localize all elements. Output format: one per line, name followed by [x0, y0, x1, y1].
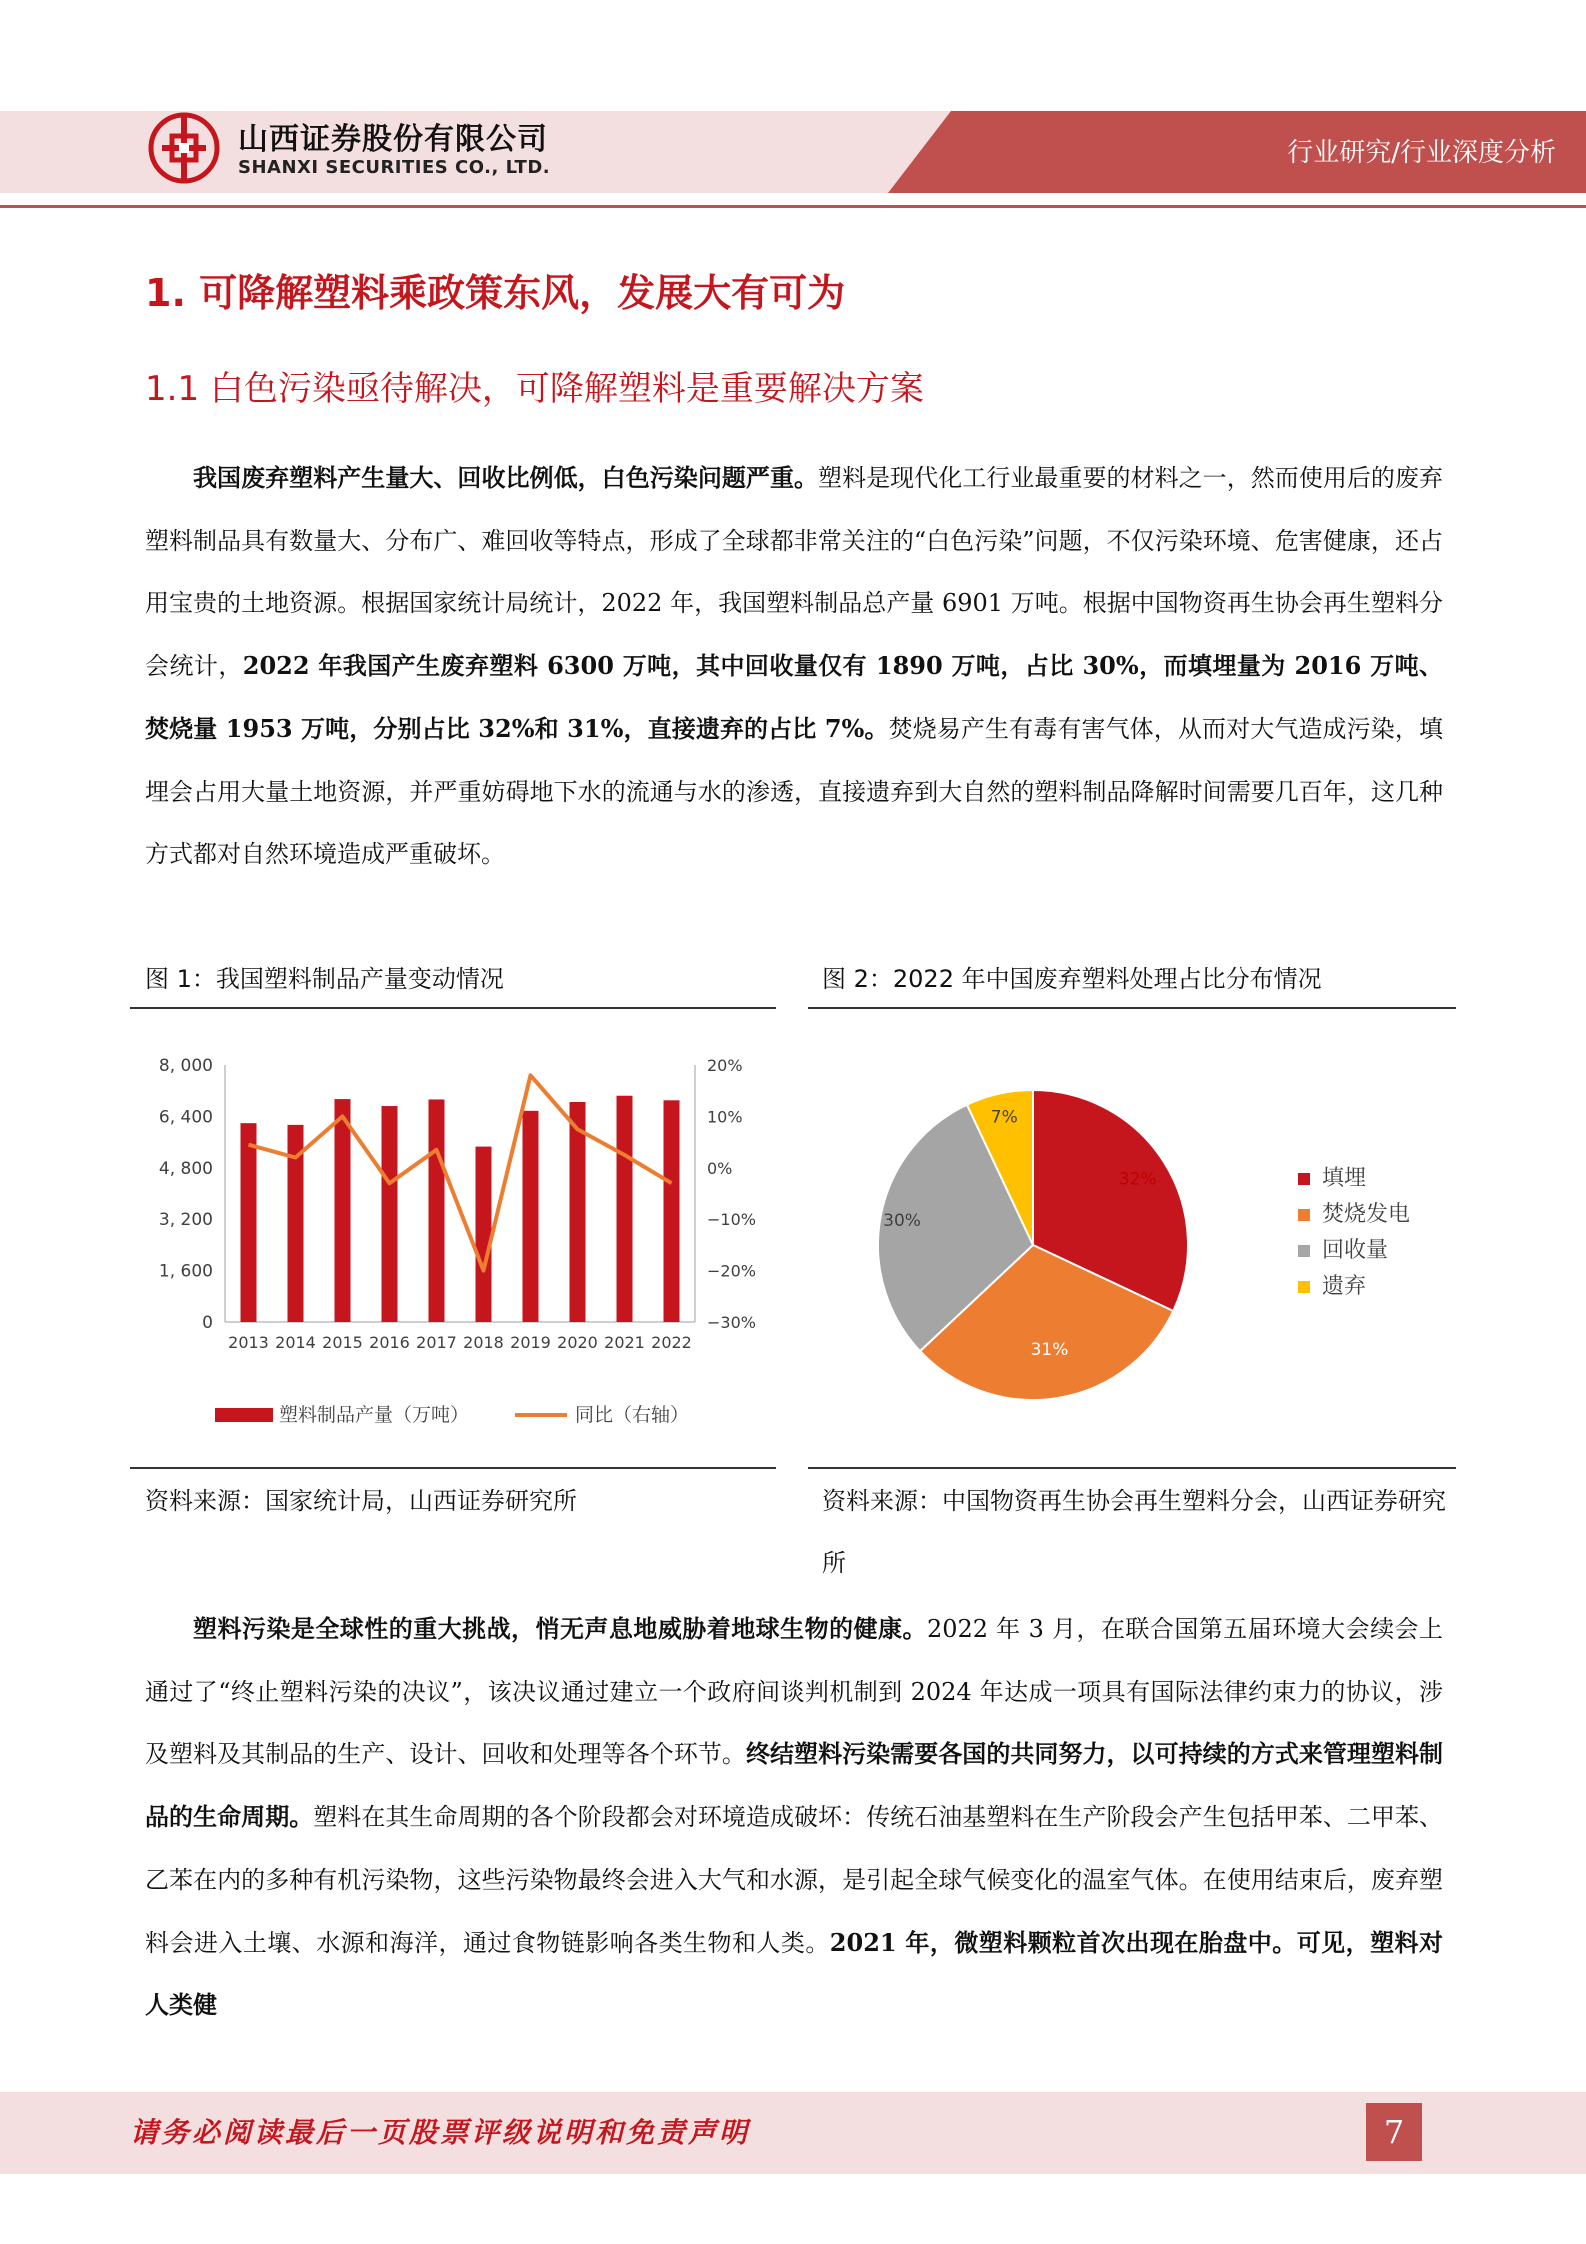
- right-axis-ticks: [707, 1056, 756, 1332]
- x-tick-label: 2021: [604, 1333, 645, 1352]
- para1-body-2: 焚烧易产生有毒有害气体，从而对大气造成污染，填埋会占用大量土地资源，并严重妨碍地下水的流通与水的渗透，直接遗弃到大自然的塑料制品降解时间需要几百年，这几种方式都对自然环境造成严重破坏。: [145, 714, 1444, 869]
- para2-body-2: 塑料在其生命周期的各个阶段都会对环境造成破坏：传统石油基塑料在生产阶段会产生包括甲苯、二甲苯、乙苯在内的多种有机污染物，这些污染物最终会进入大气和水源，是引起全球气候变化的温室气体。在使用结束后，废弃塑料会进入土壤、水源和海洋，通过食物链影响各类生物和人类。: [145, 1803, 1443, 1957]
- pie-legend-swatch-1: [1298, 1173, 1310, 1185]
- page-number: 7: [1366, 2103, 1422, 2161]
- left-axis-tick-label: 8, 000: [158, 1056, 213, 1076]
- pie-legend-label-1: 填埋: [1322, 1166, 1367, 1191]
- x-tick-label: 2019: [510, 1333, 551, 1352]
- bar-2013: [241, 1123, 257, 1322]
- x-tick-label: 2018: [463, 1333, 504, 1352]
- x-axis-labels: [228, 1333, 692, 1352]
- section-heading-1: 1. 可降解塑料乘政策东风，发展大有可为: [145, 271, 846, 315]
- bar-2016: [382, 1106, 398, 1322]
- pie-label-2: 31%: [1030, 1340, 1069, 1361]
- paragraph-global-challenge: [145, 1598, 1443, 2037]
- right-axis-tick-label: −10%: [707, 1210, 756, 1230]
- shanxi-securities-logo-icon: [148, 112, 220, 184]
- right-axis-tick-label: 10%: [707, 1107, 743, 1127]
- left-axis-tick-label: 3, 200: [158, 1210, 213, 1231]
- pie-legend-label-4: 遗弃: [1322, 1274, 1367, 1299]
- pie-label-4: 7%: [990, 1107, 1018, 1128]
- pie-legend-swatch-4: [1298, 1281, 1310, 1293]
- chart-1-legend: [215, 1404, 689, 1426]
- figure-1-top-rule: [130, 1007, 776, 1009]
- disclaimer-note: 请务必阅读最后一页股票评级说明和免责声明: [130, 2116, 751, 2149]
- figure-1-source: 资料来源：国家统计局，山西证券研究所: [145, 1487, 577, 1515]
- header-section-title: 行业研究/行业深度分析: [1287, 138, 1556, 168]
- x-tick-label: 2013: [228, 1333, 269, 1352]
- pie-label-3: 30%: [883, 1211, 921, 1232]
- right-axis-tick-label: 20%: [707, 1056, 743, 1075]
- x-tick-label: 2022: [651, 1333, 692, 1352]
- figure-1-caption: 图 1：我国塑料制品产量变动情况: [145, 965, 504, 993]
- x-tick-label: 2020: [557, 1333, 598, 1352]
- figure-2-caption: 图 2：2022 年中国废弃塑料处理占比分布情况: [822, 965, 1322, 993]
- bar-2018: [476, 1147, 492, 1322]
- plastic-output-chart: [130, 1010, 776, 1465]
- right-axis-tick-label: −30%: [707, 1313, 756, 1332]
- x-tick-label: 2014: [275, 1333, 316, 1352]
- bar-2021: [617, 1096, 633, 1322]
- company-name-cn: 山西证券股份有限公司: [238, 122, 548, 157]
- bar-2015: [335, 1099, 351, 1322]
- legend-label-yoy: 同比（右轴）: [575, 1404, 690, 1426]
- x-tick-label: 2016: [369, 1333, 410, 1352]
- para2-highlight: 终结塑料污染需要各国的共同努力，以可持续的方式来管理塑料制品的生命周期。: [145, 1739, 1444, 1832]
- figure-2-top-rule: [808, 1007, 1456, 1009]
- pie-legend-swatch-2: [1298, 1209, 1310, 1221]
- pie-legend-swatch-3: [1298, 1245, 1310, 1257]
- left-axis-tick-label: 6, 400: [158, 1107, 213, 1128]
- section-heading-1-1: 1.1 白色污染亟待解决，可降解塑料是重要解决方案: [145, 369, 924, 409]
- pie-legend-label-3: 回收量: [1322, 1238, 1389, 1263]
- bar-2019: [523, 1111, 539, 1322]
- pie-label-1: 32%: [1118, 1169, 1157, 1190]
- legend-swatch-output: [215, 1408, 273, 1422]
- yoy-growth-line: [249, 1075, 672, 1270]
- paragraph-white-pollution: [145, 447, 1443, 886]
- para1-highlight: 2022 年我国产生废弃塑料 6300 万吨，其中回收量仅有 1890 万吨，占比 30%，而填埋量为 2016 万吨、焚烧量 1953 万吨，分别占比 32%和 31%，直接遗弃的占比 7%。: [145, 651, 1444, 743]
- left-axis-tick-label: 0: [202, 1313, 213, 1333]
- left-axis-tick-label: 1, 600: [158, 1261, 213, 1282]
- para1-body: 塑料是现代化工行业最重要的材料之一，然而使用后的废弃塑料制品具有数量大、分布广、难回收等特点，形成了全球都非常关注的“白色污染”问题，不仅污染环境、危害健康，还占用宝贵的土地资源。根据国家统计局统计，2022 年，我国塑料制品总产量 6901 万吨。根据中国物资再生协会再生塑料分会统计，: [145, 464, 1444, 681]
- para2-highlight-2: 2021 年，微塑料颗粒首次出现在胎盘中。可见，塑料对人类健: [145, 1927, 1443, 2020]
- waste-plastic-disposal-pie: [808, 1010, 1456, 1465]
- figure-1-bottom-rule: [130, 1467, 776, 1469]
- x-tick-label: 2015: [322, 1333, 363, 1352]
- company-name-en: SHANXI SECURITIES CO., LTD.: [238, 157, 551, 178]
- right-axis-tick-label: −20%: [707, 1261, 756, 1281]
- para1-lead: 我国废弃塑料产生量大、回收比例低，白色污染问题严重。: [193, 463, 819, 492]
- x-tick-label: 2017: [416, 1333, 457, 1352]
- figure-2-source: 资料来源：中国物资再生协会再生塑料分会，山西证券研究所: [822, 1487, 1446, 1577]
- pie-legend-label-2: 焚烧发电: [1322, 1202, 1411, 1227]
- bar-2017: [429, 1099, 445, 1322]
- left-axis-tick-label: 4, 800: [158, 1158, 213, 1179]
- legend-label-output: 塑料制品产量（万吨）: [279, 1404, 470, 1426]
- bar-2022: [664, 1100, 680, 1322]
- bar-2020: [570, 1102, 586, 1322]
- figure-2-bottom-rule: [808, 1467, 1456, 1469]
- right-axis-tick-label: 0%: [707, 1158, 733, 1178]
- pie-legend: [1298, 1166, 1410, 1299]
- header-divider: [0, 205, 1586, 208]
- para2-body: 2022 年 3 月，在联合国第五届环境大会续会上通过了“终止塑料污染的决议”，该决议通过建立一个政府间谈判机制到 2024 年达成一项具有国际法律约束力的协议，涉及塑料及其制品的生产、设计、回收和处理等各个环节。: [145, 1615, 1443, 1769]
- para2-lead: 塑料污染是全球性的重大挑战，悄无声息地威胁着地球生物的健康。: [193, 1614, 927, 1643]
- left-axis-ticks: [159, 1056, 213, 1333]
